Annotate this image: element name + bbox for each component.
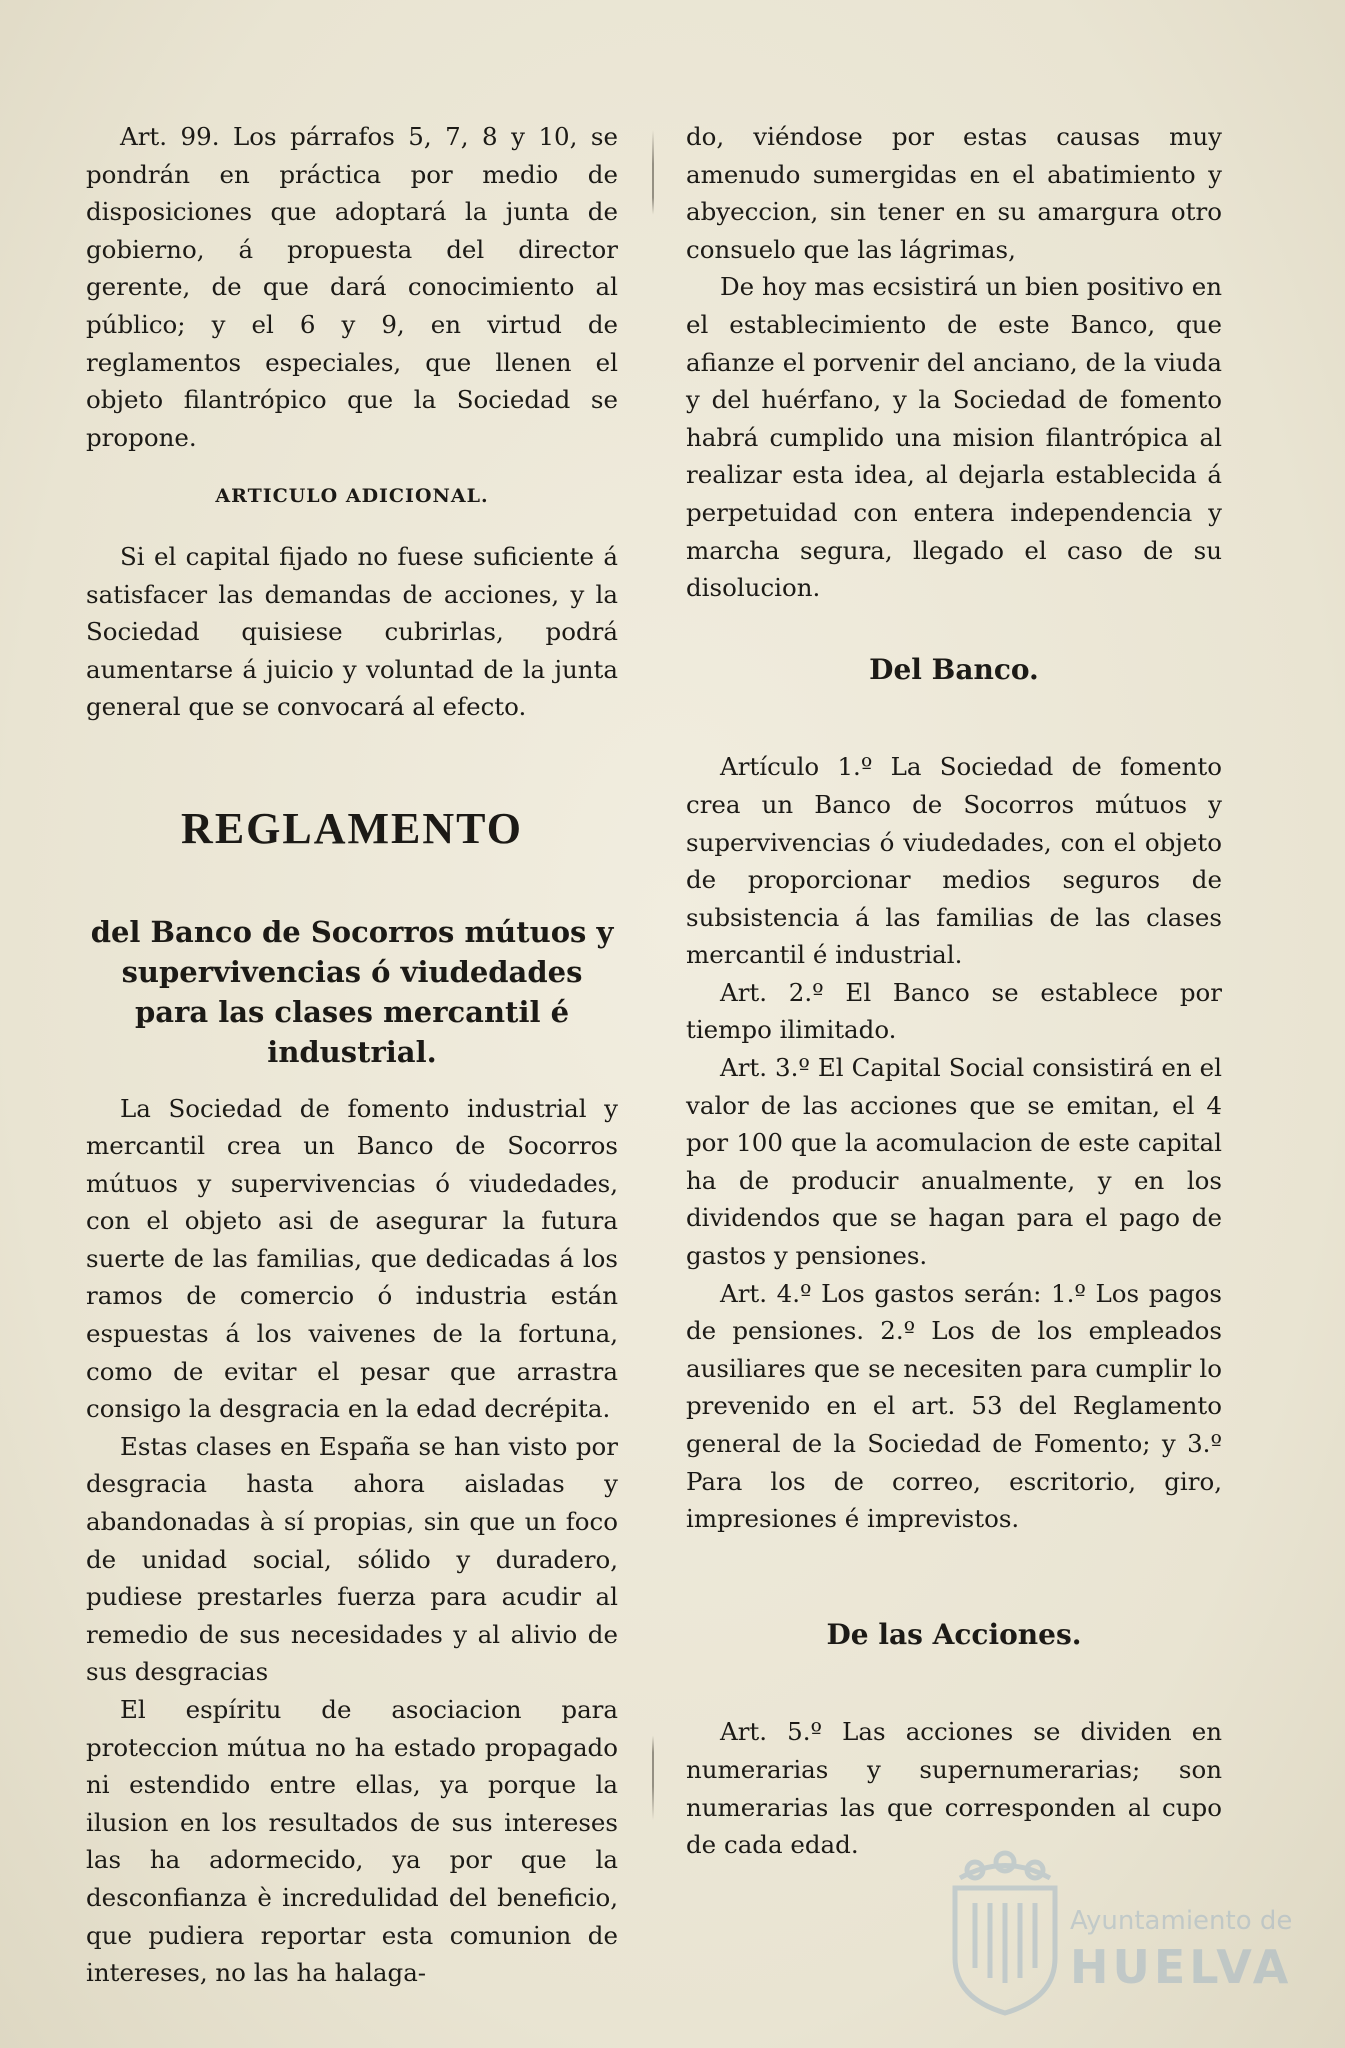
paragraph-continuation: do, viéndose por estas causas muy amenudo sumergidas en el abatimiento y abyeccion, sin tener en su amargura otro consuelo que las lágrimas, [686,122,1222,264]
heading-articulo-adicional: ARTICULO ADICIONAL. [215,485,489,508]
article-99: Art. 99. Los párrafos 5, 7, 8 y 10, se pondrán en práctica por medio de disposiciones que adoptará la junta de gobierno, á propuesta del director gerente, de que dará conocimiento al público; y el 6 y 9, en virtud de reglamentos especiales, que llenen el objeto filantrópico que la Sociedad se propone. [86,122,618,452]
watermark-line1: Ayuntamiento de [1070,1906,1293,1936]
subtitle-banco: del Banco de Socorros mútuos y supervivencias ó viudedades para las clases mercantil é industrial. [90,914,614,1069]
watermark [930,1848,1293,2018]
article-4: Art. 4.º Los gastos serán: 1.º Los pagos de pensiones. 2.º Los de los empleados ausiliares que se necesiten para cumplir lo prevenido en el art. 53 del Reglamento general de la Sociedad de Fomento; y 3.º Para los de correo, escritorio, giro, impresiones é imprevistos. [686,1278,1222,1534]
paragraph-hoy: De hoy mas ecsistirá un bien positivo en el establecimiento de este Banco, que afianze el porvenir del anciano, de la viuda y del huérfano, y la Sociedad de fomento habrá cumplido una mision filantrópica al realizar esta idea, al dejarla establecida á perpetuidad con entera independencia y marcha segura, llegado el caso de su disolucion. [686,272,1222,603]
paragraph-clases: Estas clases en España se han visto por desgracia hasta ahora aisladas y abandonadas à sí propias, sin que un foco de unidad social, sólido y duradero, pudiese prestarles fuerza para acudir al remedio de sus necesidades y al alivio de sus desgracias [86,1431,618,1687]
heading-de-las-acciones: De las Acciones. [826,1617,1082,1651]
watermark-line2: HUELVA [1070,1940,1293,1994]
title-reglamento: REGLAMENTO [181,803,523,853]
article-2: Art. 2.º El Banco se establece por tiempo ilimitado. [686,977,1222,1045]
column-divider [652,130,654,1820]
paragraph-adicional: Si el capital fijado no fuese suficiente á satisfacer las demandas de acciones, y la Sociedad quisiese cubrirlas, podrá aumentarse á juicio y voluntad de la junta general que se convocará al efecto. [86,541,618,722]
paragraph-espiritu: El espíritu de asociacion para proteccion mútua no ha estado propagado ni estendido entre ellas, ya porque la ilusion en los resultados de sus intereses las ha adormecido, ya por que la desconfianza è incredulidad del beneficio, que pudiera reportar esta comunion de intereses, no las ha halaga- [86,1695,618,1988]
heading-del-banco: Del Banco. [869,652,1039,686]
article-3: Art. 3.º El Capital Social consistirá en el valor de las acciones que se emitan, el 4 por 100 que la acomulacion de este capital ha de producir anualmente, y en los dividendos que se hagan para el pago de gastos y pensiones. [686,1053,1222,1271]
article-1: Artículo 1.º La Sociedad de fomento crea un Banco de Socorros mútuos y supervivencias ó viudedades, con el objeto de proporcionar medios seguros de subsistencia á las familias de las clases mercantil é industrial. [686,752,1222,970]
article-5: Art. 5.º Las acciones se dividen en numerarias y supernumerarias; son numerarias las que corresponden al cupo de cada edad. [686,1717,1222,1860]
right-column [686,118,1222,1864]
coat-of-arms-icon [930,1848,1080,2018]
paragraph-intro: La Sociedad de fomento industrial y mercantil crea un Banco de Socorros mútuos y supervivencias ó viudedades, con el objeto asi de asegurar la futura suerte de las familias, que dedicadas á los ramos de comercio ó industria están espuestas á los vaivenes de la fortuna, como de evitar el pesar que arrastra consigo la desgracia en la edad decrépita. [86,1093,618,1424]
left-column [86,118,618,1992]
